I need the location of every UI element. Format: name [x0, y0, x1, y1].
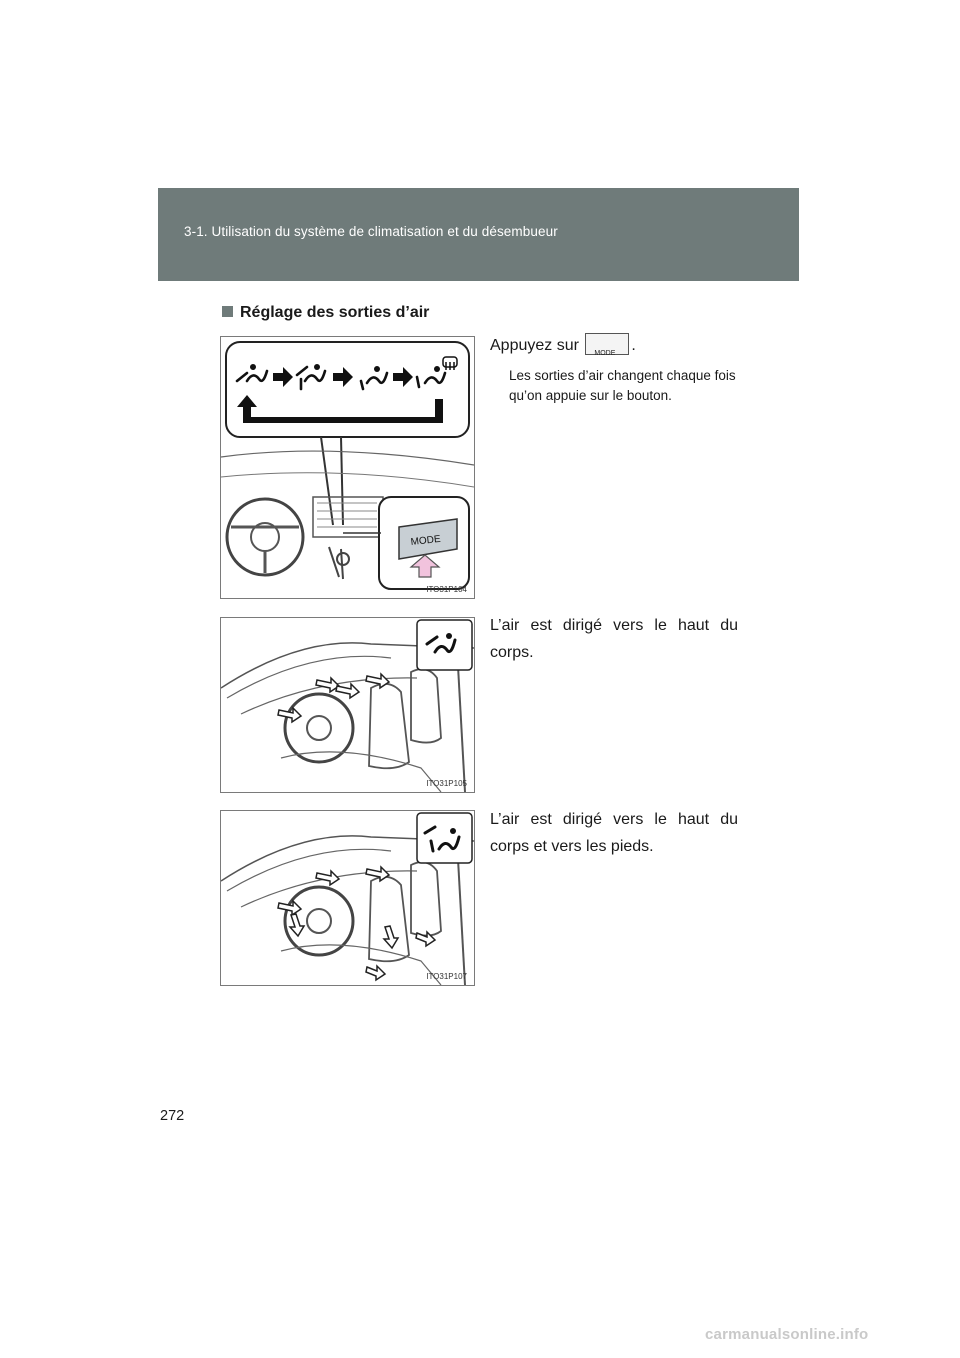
face-mode-illustration: [221, 618, 474, 792]
step-1-text-after: .: [631, 337, 636, 354]
mode-sequence-illustration: [221, 337, 474, 598]
step-1-instruction: [490, 332, 738, 359]
chapter-header: [158, 188, 799, 281]
bilevel-mode-illustration: [221, 811, 474, 985]
figure-bilevel-mode: [220, 810, 475, 986]
watermark: carmanualsonline.info: [705, 1326, 869, 1343]
chapter-breadcrumb: 3-1. Utilisation du système de climatisation et du désembueur: [184, 224, 558, 239]
section-bullet-icon: [222, 306, 233, 317]
page-number: 272: [160, 1108, 185, 1124]
step-1-text-before: Appuyez sur: [490, 337, 579, 354]
figure-mode-sequence: [220, 336, 475, 599]
figure-code: ITO31P105: [426, 779, 467, 788]
step-1-note: Les sorties d’air changent chaque fois qu’on appuie sur le bouton.: [509, 368, 736, 403]
figure-code: ITO31P104: [426, 585, 467, 594]
section-title: [222, 304, 429, 322]
mode-button-icon: [585, 333, 629, 355]
svg-text:MODE: MODE: [410, 533, 442, 548]
step-3-description: L’air est dirigé vers le haut du corps et vers les pieds.: [490, 811, 738, 855]
section-title-text: Réglage des sorties d’air: [240, 304, 430, 321]
mode-button-label: MODE: [594, 349, 616, 357]
figure-face-mode: [220, 617, 475, 793]
figure-code: ITO31P107: [426, 972, 467, 981]
step-2-description: L’air est dirigé vers le haut du corps.: [490, 617, 738, 661]
